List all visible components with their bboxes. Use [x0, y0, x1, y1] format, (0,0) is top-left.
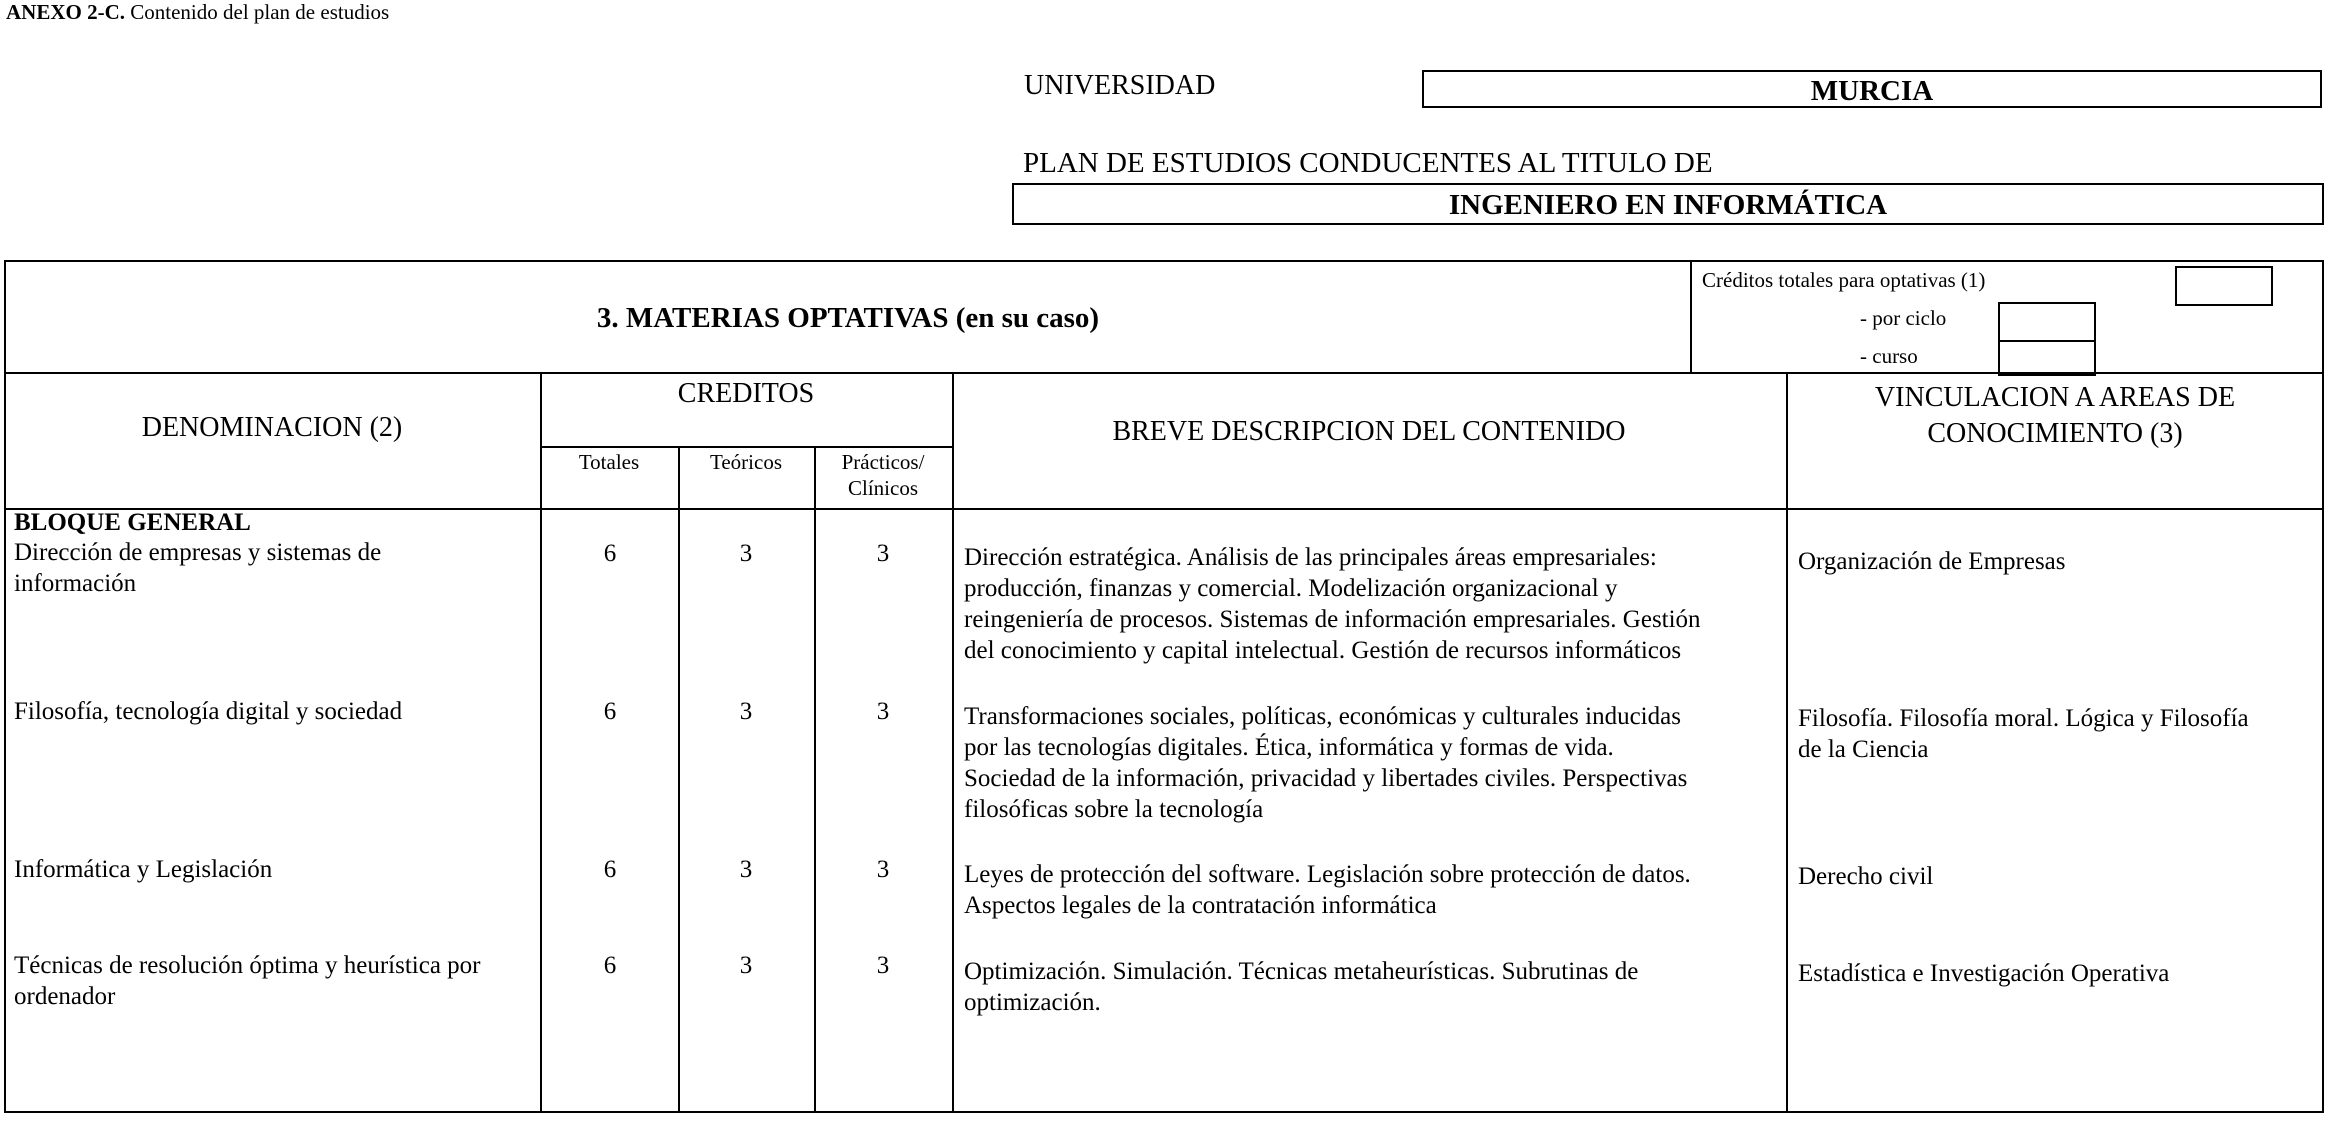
area-line: de la Ciencia: [1798, 736, 1929, 763]
row-practicos: 3: [876, 540, 890, 567]
desc-line: optimización.: [964, 989, 1101, 1016]
desc-line: Optimización. Simulación. Técnicas metaheurísticas. Subrutinas de: [964, 958, 1639, 985]
desc-line: por las tecnologías digitales. Ética, informática y formas de vida.: [964, 734, 1614, 761]
desc-line: reingeniería de procesos. Sistemas de información empresariales. Gestión: [964, 606, 1701, 633]
row-name-line: Informática y Legislación: [14, 856, 273, 883]
row-description: [964, 701, 1784, 825]
row-totales: 6: [603, 952, 617, 979]
area-line: Organización de Empresas: [1798, 548, 2066, 575]
creditos-totales-box: [2175, 266, 2273, 306]
row-name-line: Filosofía, tecnología digital y sociedad: [14, 698, 403, 725]
universidad-value: MURCIA: [1422, 70, 2322, 108]
row-teoricos: 3: [739, 952, 753, 979]
row-teoricos: 3: [739, 856, 753, 883]
row-totales: 6: [603, 698, 617, 725]
row-practicos: 3: [876, 952, 890, 979]
row-area: [1798, 861, 2318, 892]
row-practicos: 3: [876, 698, 890, 725]
vinculacion-header-line1: VINCULACION A AREAS DE: [1874, 382, 2236, 413]
area-line: Derecho civil: [1798, 863, 1934, 890]
annex-label: ANEXO 2-C.: [6, 0, 125, 24]
desc-line: del conocimiento y capital intelectual. Gestión de recursos informáticos: [964, 637, 1682, 664]
desc-line: Leyes de protección del software. Legislación sobre protección de datos.: [964, 861, 1691, 888]
table-row-name: [14, 696, 534, 727]
area-line: Filosofía. Filosofía moral. Lógica y Filosofía: [1798, 705, 2249, 732]
creditos-totales-label: Créditos totales para optativas (1): [1702, 268, 1986, 292]
divider-creditos: [540, 446, 952, 448]
teoricos-header: Teóricos: [709, 450, 782, 474]
row-name-line: Técnicas de resolución óptima y heurística por: [14, 952, 481, 979]
desc-line: Dirección estratégica. Análisis de las principales áreas empresariales:: [964, 544, 1657, 571]
row-name-line: Dirección de empresas y sistemas de: [14, 539, 382, 566]
por-ciclo-label: - por ciclo: [1860, 306, 1947, 330]
titulo-value: INGENIERO EN INFORMÁTICA: [1012, 183, 2324, 225]
denominacion-header: DENOMINACION (2): [141, 412, 403, 443]
annex-heading: [6, 0, 389, 25]
table-row-name: [14, 537, 534, 599]
universidad-label: UNIVERSIDAD: [1024, 70, 1216, 101]
desc-line: producción, finanzas y comercial. Modelización organizacional y: [964, 575, 1618, 602]
row-teoricos: 3: [739, 698, 753, 725]
section-title: 3. MATERIAS OPTATIVAS (en su caso): [596, 302, 1100, 334]
annex-description: Contenido del plan de estudios: [130, 0, 390, 24]
row-name-line: ordenador: [14, 983, 116, 1010]
por-ciclo-box: [1998, 302, 2096, 342]
row-totales: 6: [603, 856, 617, 883]
row-description: [964, 956, 1784, 1018]
totales-header: Totales: [578, 450, 640, 474]
row-area: [1798, 958, 2318, 989]
row-practicos: 3: [876, 856, 890, 883]
row-teoricos: 3: [739, 540, 753, 567]
divider-col-2: [678, 446, 680, 1113]
row-area: [1798, 546, 2318, 577]
practicos-header-line1: Prácticos/: [841, 450, 925, 474]
vinculacion-header-line2: CONOCIMIENTO (3): [1927, 418, 2183, 449]
row-name-line: información: [14, 570, 137, 597]
plan-label: PLAN DE ESTUDIOS CONDUCENTES AL TITULO DE: [1023, 147, 1713, 179]
curso-label: - curso: [1860, 344, 1918, 368]
practicos-header-line2: Clínicos: [847, 476, 918, 500]
table-row-name: [14, 950, 544, 1012]
divider-columns: [4, 508, 2324, 510]
row-totales: 6: [603, 540, 617, 567]
creditos-header: CREDITOS: [677, 378, 815, 409]
divider-col-5: [1786, 372, 1788, 1113]
desc-line: Aspectos legales de la contratación informática: [964, 892, 1437, 919]
divider-col-4: [952, 372, 954, 1113]
area-line: Estadística e Investigación Operativa: [1798, 960, 2170, 987]
descripcion-header: BREVE DESCRIPCION DEL CONTENIDO: [1112, 416, 1626, 447]
vinculacion-header: [1786, 380, 2324, 452]
table-row-name: [14, 854, 534, 885]
curso-box: [1998, 340, 2096, 376]
desc-line: filosóficas sobre la tecnología: [964, 796, 1264, 823]
bloque-general-heading: BLOQUE GENERAL: [14, 509, 251, 536]
desc-line: Sociedad de la información, privacidad y libertades civiles. Perspectivas: [964, 765, 1688, 792]
practicos-header: [814, 449, 952, 501]
desc-line: Transformaciones sociales, políticas, económicas y culturales inducidas: [964, 703, 1681, 730]
row-area: [1798, 703, 2318, 765]
row-description: [964, 859, 1784, 921]
row-description: [964, 542, 1784, 666]
divider-header: [4, 372, 2324, 374]
divider-col-3: [814, 446, 816, 1113]
